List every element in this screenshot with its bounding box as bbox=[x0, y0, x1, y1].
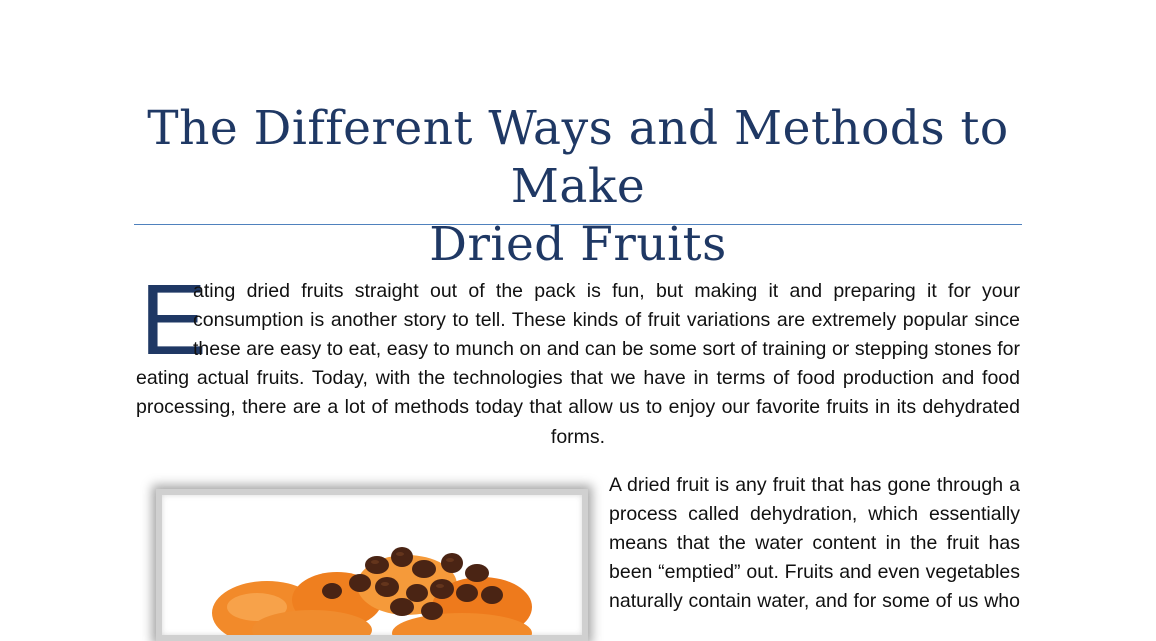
title-underline bbox=[134, 224, 1022, 225]
title-line-2: Dried Fruits bbox=[429, 217, 727, 272]
intro-line: ating dried fruits straight out of the pack is fun, but making it and preparing it for your bbox=[193, 280, 1020, 302]
intro-line: eating actual fruits. Today, with the technologies that we have in terms of food production and food bbox=[136, 367, 1020, 389]
para-line: process called dehydration, which essentially bbox=[609, 503, 1020, 525]
document-title bbox=[134, 100, 1022, 274]
drop-cap: E bbox=[140, 264, 207, 376]
intro-line: these are easy to eat, easy to munch on and can be some sort of training or stepping stones for bbox=[193, 338, 1020, 360]
para-line: A dried fruit is any fruit that has gone through a bbox=[609, 474, 1020, 496]
intro-line: consumption is another story to tell. These kinds of fruit variations are extremely popular since bbox=[193, 309, 1020, 331]
para-line: naturally contain water, and for some of us who bbox=[609, 590, 1020, 612]
para-line: been “emptied” out. Fruits and even vegetables bbox=[609, 561, 1020, 583]
para-line: means that the water content in the fruit has bbox=[609, 532, 1020, 554]
intro-line: processing, there are a lot of methods today that allow us to enjoy our favorite fruits in its dehydrated bbox=[136, 396, 1020, 418]
intro-line-last: forms. bbox=[550, 426, 606, 448]
dried-fruit-image bbox=[162, 495, 582, 635]
dried-fruit-photo bbox=[156, 489, 588, 641]
title-line-1: The Different Ways and Methods to Make bbox=[147, 101, 1009, 214]
